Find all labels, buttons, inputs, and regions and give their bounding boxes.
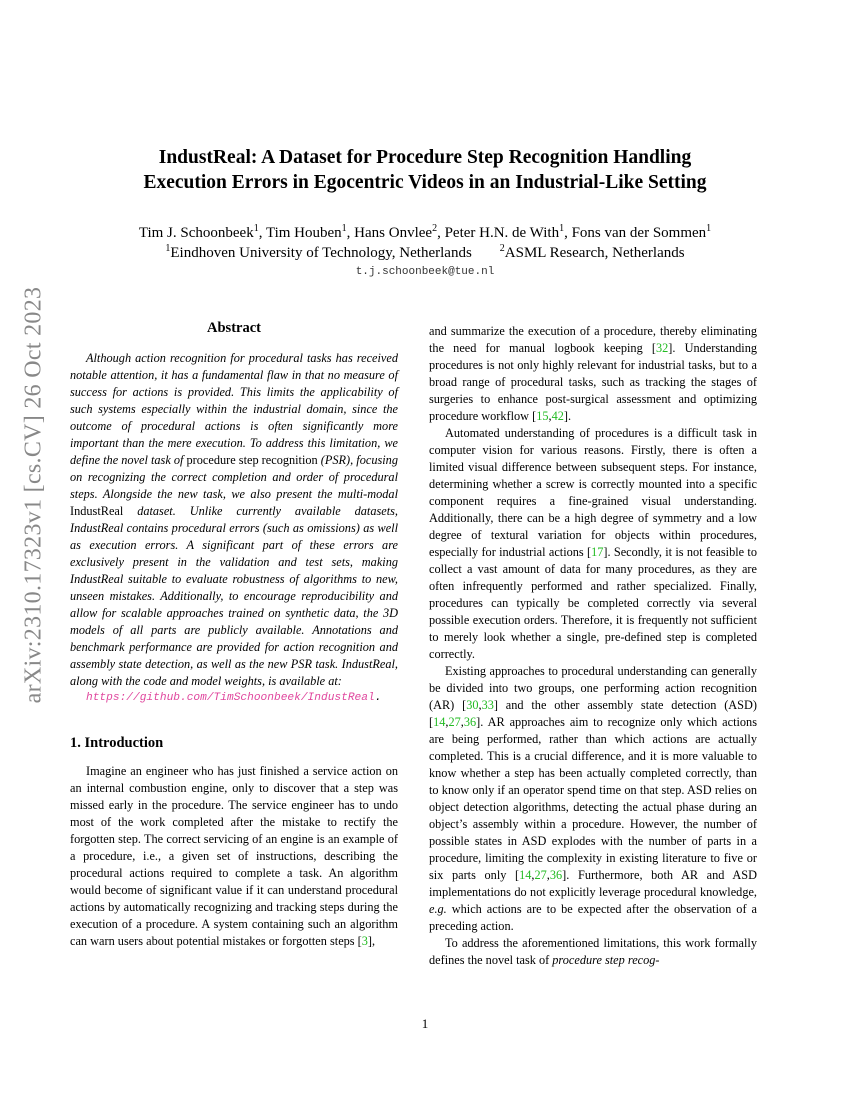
abstract-part: (PSR), focusing on recognizing the correct completion and order of procedural steps. Alongside the new task, we also present the multi-modal	[70, 453, 398, 501]
author-separator: ,	[437, 225, 445, 241]
author-affil-mark: 2	[432, 223, 438, 234]
author-separator: ,	[258, 225, 266, 241]
right-paragraph-4	[429, 935, 757, 969]
intro-text: ],	[367, 934, 376, 948]
citation-link[interactable]: 30	[466, 698, 479, 712]
citation-link[interactable]: 27	[534, 868, 547, 882]
citation-link[interactable]: 3	[361, 934, 368, 948]
author-separator: ,	[346, 225, 355, 241]
right-paragraph-3: Existing approaches to procedural understanding can generally be divided into two groups, one performing action recognition (AR) [30,33] and the other assembly state detection (ASD) [14,27,36]. AR approaches aim to recognize only which actions are being performed, rather than which actions are actually completed. This is a crucial difference, and it is more valuable to know whether a step has been actually completed correctly, than to know only if an operator spend time on that step. ASD relies on object detection algorithms, detecting the actual phase during an object’s assembly within a procedure. However, the number of possible states in ASD explodes with the number of parts in a procedure, limiting the complexity in existing literature to five or six parts only [14,27,36]. Furthermore, both AR and ASD implementations do not explicitly leverage procedural knowledge, e.g. which actions are to be expected after the observation of a preceding action.	[429, 664, 757, 933]
author-email[interactable]: t.j.schoonbeek@tue.nl	[355, 266, 495, 278]
author-name: Fons van der Sommen	[571, 225, 707, 241]
author-affil-mark: 1	[559, 223, 565, 234]
intro-text: Imagine an engineer who has just finished a service action on an internal combustion engine, only to discover that a step was missed early in the procedure. The service engineer has to undo most of the work completed after the mistake to rectify the forgotten step. The correct servicing of an engine is an example of a procedure, i.e., a given set of instructions, describing the procedural actions required to complete a task. An algorithm would become of significant value if it can understand procedural actions by automatically recognizing and tracking steps during the execution of a procedure. A system containing such an algorithm can warn users about potential mistakes or forgotten steps [	[70, 764, 398, 948]
arxiv-stamp-text: arXiv:2310.17323v1 [cs.CV] 26 Oct 2023	[20, 286, 47, 704]
github-link[interactable]	[70, 690, 398, 707]
citation-link[interactable]: 36	[549, 868, 563, 882]
body-text: ]. Understanding procedures is not only highly relevant for industrial tasks, but to a broad range of procedural tasks, such as tracking the stages of surgeries to enhance post-surgical assessment and optimizing procedure workflow [	[429, 341, 757, 423]
author-block	[0, 223, 850, 263]
citation-link[interactable]: 32	[655, 341, 669, 355]
affiliation-list	[0, 243, 850, 263]
abstract-part: dataset. Unlike currently available datasets, IndustReal contains procedural errors (such as omissions) as well as execution errors. A significant part of these errors are exclusively present in the validation and test sets, making IndustReal suitable to evaluate robustness of algorithms to new, unseen mistakes. Additionally, to encourage reproducibility and allow for scalable approaches trained on synthetic data, the 3D models of all parts are publicly available. Annotations and benchmark performance are provided for action recognition and assembly state detection, as well as the new PSR task. IndustReal, along with the code and model weights, is available at:	[70, 504, 398, 688]
left-column	[70, 318, 398, 950]
author-affil-mark: 1	[253, 223, 259, 234]
body-text: which actions are to be expected after the observation of a preceding action.	[429, 902, 757, 933]
body-text-emph: procedure step recog-	[552, 953, 660, 967]
body-text: Existing approaches to procedural understanding can generally be divided into two groups, one performing action recognition (AR) [	[429, 664, 757, 712]
github-url[interactable]: https://github.com/TimSchoonbeek/IndustReal	[86, 692, 375, 704]
right-paragraph-1: and summarize the execution of a procedure, thereby eliminating the need for manual logbook keeping [32]. Understanding procedures is not only highly relevant for industrial tasks, but to a broad range of procedural tasks, such as tracking the stages of surgeries to enhance post-surgical assessment and optimizing procedure workflow [15,42].	[429, 324, 757, 423]
page-number: 1	[421, 1016, 429, 1031]
url-period: .	[374, 692, 382, 704]
affiliation: Eindhoven University of Technology, Netherlands	[170, 245, 472, 261]
arxiv-stamp	[20, 286, 47, 704]
body-text: To address the aforementioned limitations, this work formally defines the novel task of	[429, 936, 757, 967]
abstract-dataset-name: IndustReal	[70, 504, 124, 518]
author-name: Hans Onvlee	[354, 225, 433, 241]
author-name: Peter H.N. de With	[444, 225, 560, 241]
abstract-heading: Abstract	[207, 320, 261, 336]
abstract-part: Although action recognition for procedural tasks has received notable attention, it has a fundamental flaw in that no measure of success for actions is provided. This limits the applicability of such systems especially within the industrial domain, since the outcome of procedural actions is often significantly more important than the mere execution. To address this limitation, we define the novel task of	[70, 351, 398, 467]
author-name: Tim J. Schoonbeek	[138, 225, 254, 241]
citation-link[interactable]: 14	[433, 715, 446, 729]
author-list	[0, 223, 850, 243]
author-separator: ,	[564, 225, 572, 241]
citation-link[interactable]: 27	[448, 715, 461, 729]
body-text: ].	[563, 409, 572, 423]
citation-link[interactable]: 14	[519, 868, 532, 882]
body-text: ] and the other assembly state detection (ASD) [	[429, 698, 757, 729]
citation-link[interactable]: 36	[463, 715, 477, 729]
introduction-heading: 1. Introduction	[70, 735, 164, 751]
citation-link[interactable]: 42	[551, 409, 564, 423]
author-affil-mark: 1	[706, 223, 712, 234]
right-column	[429, 323, 757, 969]
intro-paragraph	[70, 763, 398, 950]
affil-mark: 2	[499, 243, 505, 254]
abstract-emph: procedure step recognition	[186, 453, 318, 467]
title-line-1: IndustReal: A Dataset for Procedure Step Recognition Handling	[158, 147, 692, 168]
body-text: Automated understanding of procedures is a difficult task in computer vision for various reasons. Firstly, there is often a limited visual difference between subsequent steps. For instance, determining whether a screw is correctly mounted into a specific component requires a fine-grained visual understanding. Additionally, there can be a high degree of symmetry and a low degree of textural variation for objects within procedures, especially for industrial actions [	[429, 426, 757, 559]
body-text: ]. Secondly, it is not feasible to collect a vast amount of data for many procedures, as they are often infrequently performed and rather specialized. Finally, procedures can typically be completed correctly via several possible execution orders. Therefore, it is frequently not sufficient to merely look whether a single, pre-defined step is completed correctly.	[429, 545, 757, 661]
body-text: and summarize the execution of a procedure, thereby eliminating the need for manual logbook keeping [	[429, 324, 757, 355]
author-affil-mark: 1	[341, 223, 347, 234]
title-line-2: Execution Errors in Egocentric Videos in an Industrial-Like Setting	[143, 172, 707, 193]
affiliation: ASML Research, Netherlands	[504, 245, 685, 261]
abstract-text	[70, 350, 398, 707]
paper-title	[0, 145, 850, 195]
right-paragraph-2	[429, 425, 757, 663]
author-name: Tim Houben	[265, 225, 342, 241]
citation-link[interactable]: 15	[536, 409, 549, 423]
citation-link[interactable]: 17	[591, 545, 604, 559]
affil-mark: 1	[165, 243, 171, 254]
citation-link[interactable]: 33	[481, 698, 494, 712]
body-text: ]. Furthermore, both AR and ASD implementations do not explicitly leverage procedural knowledge,	[429, 868, 757, 899]
body-text: ]. AR approaches aim to recognize only which actions are being performed, rather than which actions are actually completed. This is a crucial difference, and it is more valuable to know whether a step has been actually completed correctly, than to know only if an operator spend time on that step. ASD relies on object detection algorithms, detecting the actual phase during an object’s assembly within a procedure. However, the number of possible states in ASD explodes with the number of parts in a procedure, limiting the complexity in existing literature to five or six parts only [	[429, 715, 757, 882]
body-text-emph: e.g.	[429, 902, 447, 916]
